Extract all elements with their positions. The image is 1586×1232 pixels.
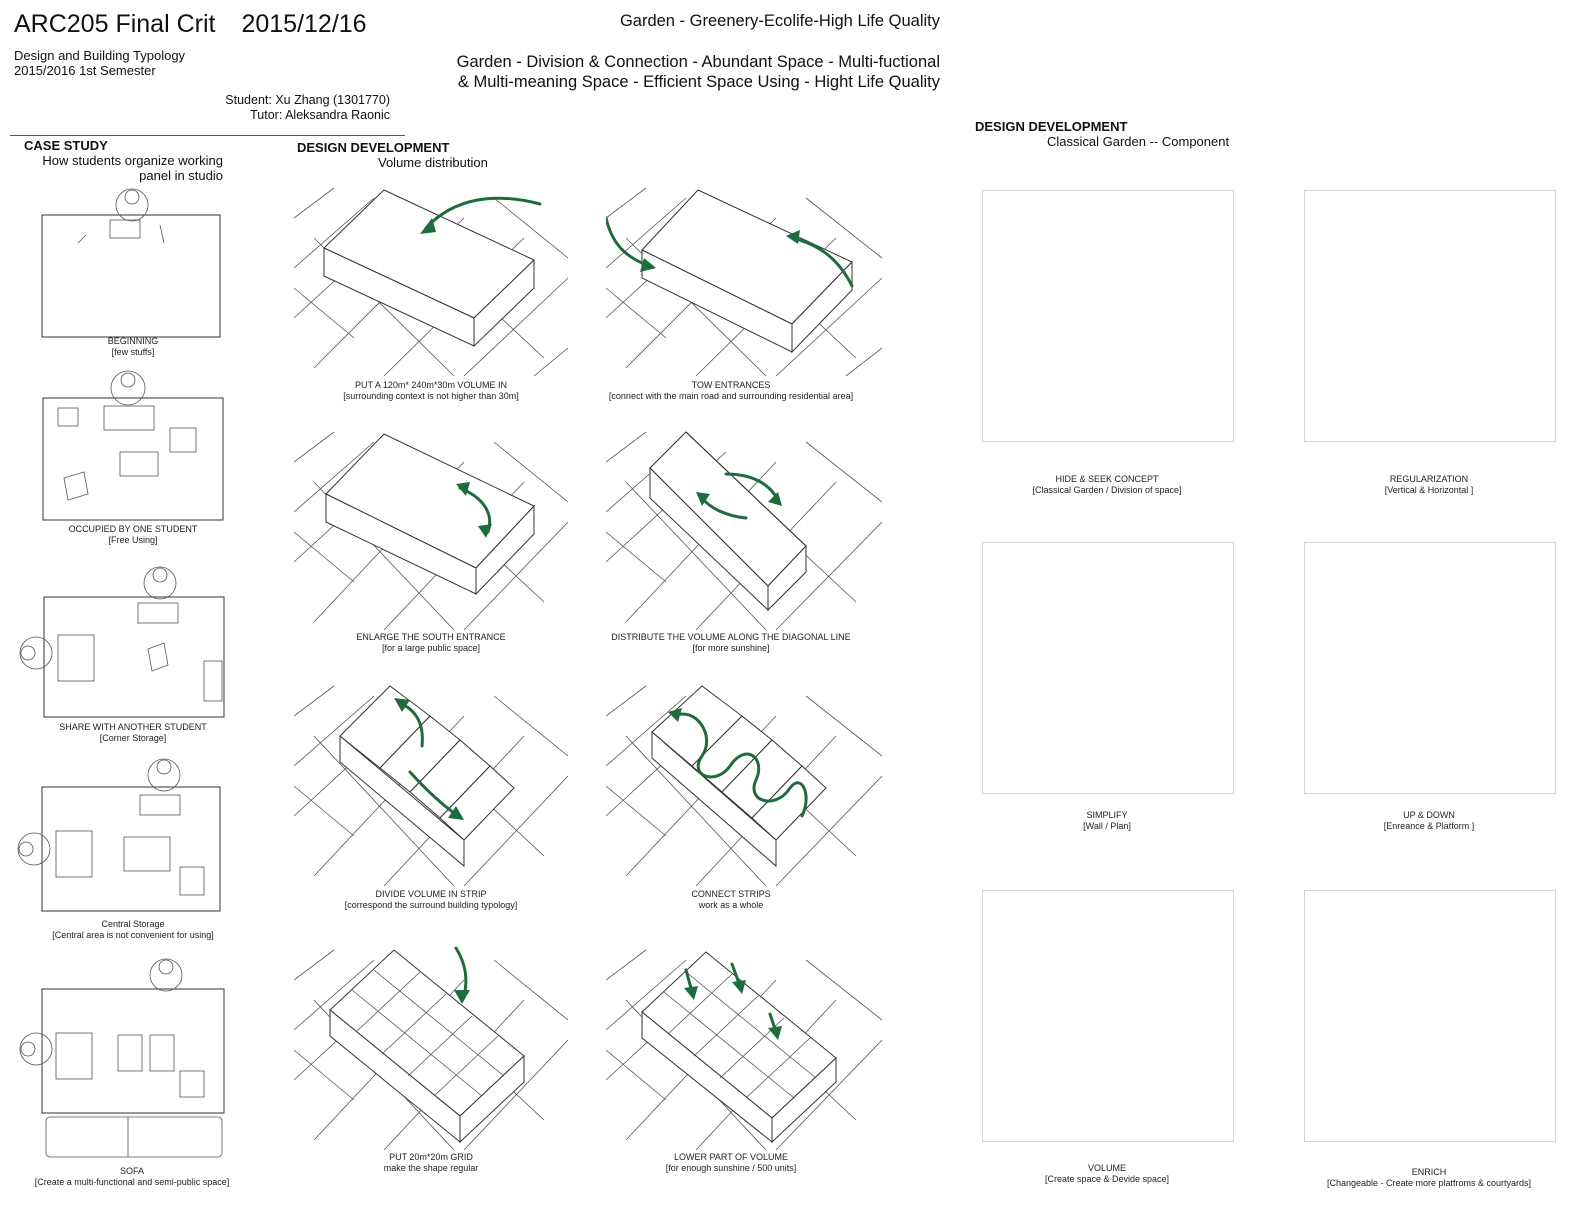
- volume-caption-note: [for enough sunshine / 500 units]: [665, 1163, 797, 1173]
- desk-sketch: [40, 185, 222, 340]
- volume-caption-title: DISTRIBUTE THE VOLUME ALONG THE DIAGONAL LINE: [611, 632, 851, 642]
- axonometric-sketch: [606, 676, 882, 886]
- header-divider: [10, 135, 405, 136]
- case-caption-4: [40, 919, 226, 941]
- page-title: [14, 10, 367, 39]
- case-caption-note: [Central area is not convenient for using]: [52, 930, 214, 940]
- garden-caption-note: [Changeable - Create more platfroms & courtyards]: [1326, 1178, 1532, 1188]
- axonometric-sketch: [606, 178, 882, 376]
- garden-caption-note: [Enreance & Platform ]: [1383, 821, 1475, 831]
- garden-caption-title: HIDE & SEEK CONCEPT: [1055, 474, 1159, 484]
- volume-caption-2: [600, 380, 862, 402]
- case-sketch-occupied: [40, 368, 226, 523]
- garden-caption-4: [1304, 810, 1554, 832]
- volume-caption-7: [294, 1152, 568, 1174]
- title-date: 2015/12/16: [241, 10, 367, 38]
- garden-frame-6: [1304, 890, 1556, 1142]
- case-study-heading: CASE STUDY: [24, 138, 108, 153]
- volume-caption-3: [294, 632, 568, 654]
- theme-line-2: [400, 52, 940, 92]
- volume-caption-title: ENLARGE THE SOUTH ENTRANCE: [356, 632, 506, 642]
- volume-sketch-3: [294, 422, 568, 630]
- course-name: Design and Building Typology: [14, 48, 186, 63]
- case-caption-note: [Corner Storage]: [99, 733, 167, 743]
- student-info: [190, 93, 390, 123]
- volume-caption-title: DIVIDE VOLUME IN STRIP: [375, 889, 487, 899]
- garden-caption-6: [1304, 1167, 1554, 1189]
- garden-caption-title: SIMPLIFY: [1086, 810, 1128, 820]
- axonometric-sketch: [294, 178, 568, 376]
- case-caption-title: BEGINNING: [107, 336, 159, 346]
- garden-caption-note: [Create space & Devide space]: [1044, 1174, 1170, 1184]
- volume-caption-5: [294, 889, 568, 911]
- desk-sketch: [18, 565, 228, 720]
- volume-subheading: Volume distribution: [378, 155, 488, 170]
- desk-sketch: [16, 957, 228, 1162]
- volume-caption-8: [600, 1152, 862, 1174]
- case-sketch-sofa: [16, 957, 228, 1162]
- case-sketch-beginning: [40, 185, 222, 340]
- volume-sketch-6: [606, 676, 882, 886]
- case-caption-5: [14, 1166, 250, 1188]
- garden-heading: DESIGN DEVELOPMENT: [975, 119, 1128, 134]
- theme-line-2b: & Multi-meaning Space - Efficient Space Using - Hight Life Quality: [457, 73, 940, 91]
- title-text: ARC205 Final Crit: [14, 10, 216, 38]
- volume-caption-note: make the shape regular: [383, 1163, 479, 1173]
- garden-caption-5: [982, 1163, 1232, 1185]
- volume-sketch-5: [294, 676, 568, 886]
- volume-caption-title: TOW ENTRANCES: [691, 380, 771, 390]
- semester: 2015/2016 1st Semester: [14, 63, 156, 78]
- case-caption-1: [40, 336, 226, 358]
- volume-caption-note: [surrounding context is not higher than 30m]: [343, 391, 519, 401]
- garden-caption-note: [Classical Garden / Division of space]: [1032, 485, 1182, 495]
- garden-caption-title: REGULARIZATION: [1389, 474, 1469, 484]
- volume-caption-title: PUT A 120m* 240m*30m VOLUME IN: [355, 380, 507, 390]
- volume-sketch-1: [294, 178, 568, 376]
- tutor-name: Tutor: Aleksandra Raonic: [250, 108, 390, 122]
- case-caption-note: [few stuffs]: [111, 347, 155, 357]
- case-caption-note: [Free Using]: [108, 535, 158, 545]
- volume-sketch-2: [606, 178, 882, 376]
- case-sketch-share: [18, 565, 228, 720]
- axonometric-sketch: [294, 676, 568, 886]
- garden-caption-note: [Wall / Plan]: [1083, 821, 1131, 831]
- volume-heading: DESIGN DEVELOPMENT: [297, 140, 450, 155]
- theme-line-2a: Garden - Division & Connection - Abundant Space - Multi-fuctional: [456, 53, 940, 71]
- garden-frame-3: [982, 542, 1234, 794]
- garden-caption-3: [982, 810, 1232, 832]
- garden-caption-title: VOLUME: [1087, 1163, 1126, 1173]
- course-info: [14, 48, 185, 78]
- student-name: Student: Xu Zhang (1301770): [225, 93, 390, 107]
- volume-caption-6: [600, 889, 862, 911]
- volume-sketch-8: [606, 940, 882, 1150]
- desk-sketch: [16, 757, 224, 917]
- axonometric-sketch: [606, 940, 882, 1150]
- volume-caption-note: work as a whole: [698, 900, 764, 910]
- case-caption-title: SHARE WITH ANOTHER STUDENT: [59, 722, 207, 732]
- volume-caption-4: [600, 632, 862, 654]
- case-study-subheading-l2: panel in studio: [139, 168, 223, 183]
- case-sketch-central: [16, 757, 224, 917]
- theme-line-1: Garden - Greenery-Ecolife-High Life Quality: [619, 12, 940, 30]
- volume-caption-title: LOWER PART OF VOLUME: [673, 1152, 789, 1162]
- case-caption-title: SOFA: [119, 1166, 144, 1176]
- volume-caption-note: [for more sunshine]: [692, 643, 770, 653]
- case-caption-2: [40, 524, 226, 546]
- case-study-subheading: [24, 153, 223, 183]
- garden-caption-title: UP & DOWN: [1403, 810, 1455, 820]
- axonometric-sketch: [606, 422, 882, 630]
- volume-caption-note: [correspond the surround building typology]: [344, 900, 518, 910]
- garden-caption-2: [1304, 474, 1554, 496]
- garden-frame-1: [982, 190, 1234, 442]
- volume-sketch-7: [294, 940, 568, 1150]
- garden-subheading: Classical Garden -- Component: [1047, 134, 1230, 149]
- volume-caption-title: PUT 20m*20m GRID: [389, 1152, 473, 1162]
- volume-sketch-4: [606, 422, 882, 630]
- volume-caption-note: [for a large public space]: [381, 643, 481, 653]
- garden-caption-note: [Vertical & Horizontal ]: [1384, 485, 1474, 495]
- garden-caption-1: [982, 474, 1232, 496]
- garden-frame-4: [1304, 542, 1556, 794]
- garden-frame-2: [1304, 190, 1556, 442]
- garden-caption-title: ENRICH: [1411, 1167, 1447, 1177]
- case-caption-3: [40, 722, 226, 744]
- case-caption-note: [Create a multi-functional and semi-public space]: [34, 1177, 230, 1187]
- garden-frame-5: [982, 890, 1234, 1142]
- desk-sketch: [40, 368, 226, 523]
- case-caption-title: OCCUPIED BY ONE STUDENT: [68, 524, 198, 534]
- axonometric-sketch: [294, 940, 568, 1150]
- case-study-subheading-l1: How students organize working: [42, 153, 223, 168]
- volume-caption-1: [294, 380, 568, 402]
- volume-caption-title: CONNECT STRIPS: [691, 889, 771, 899]
- volume-caption-note: [connect with the main road and surrounding residential area]: [608, 391, 854, 401]
- axonometric-sketch: [294, 422, 568, 630]
- case-caption-title: Central Storage: [101, 919, 165, 929]
